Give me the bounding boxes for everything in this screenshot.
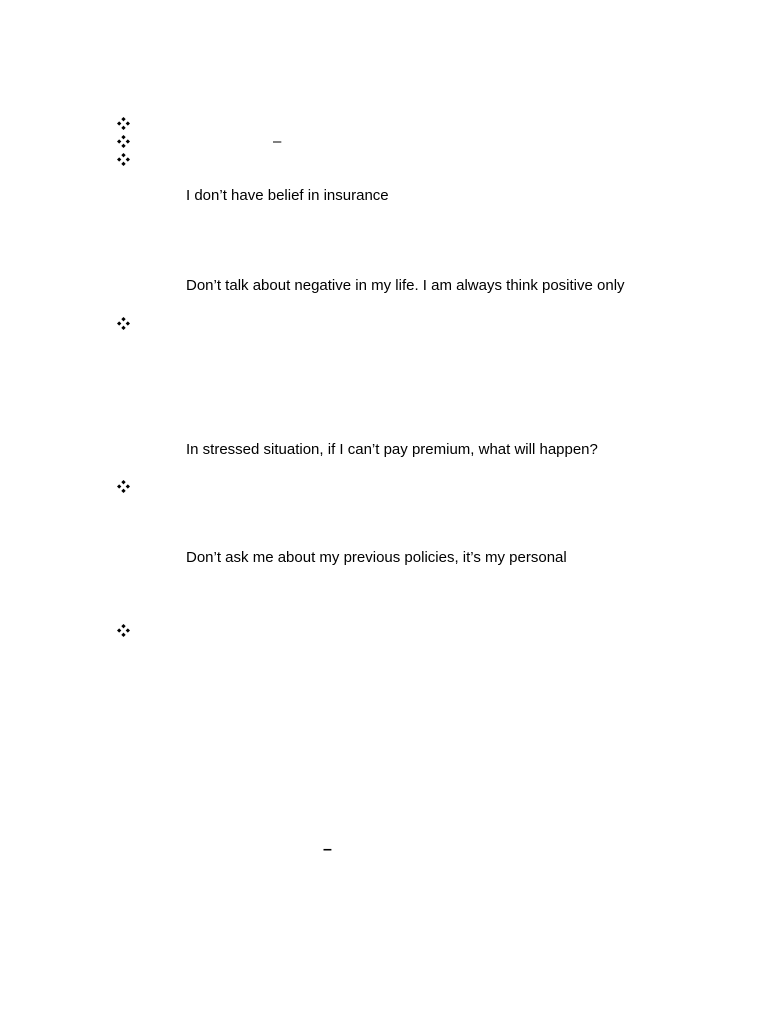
four-diamond-bullet-icon	[117, 317, 130, 330]
dash-mark-bottom: –	[323, 841, 332, 858]
four-diamond-bullet-icon	[117, 135, 130, 148]
objection-stressed: In stressed situation, if I can’t pay premium, what will happen?	[186, 441, 598, 458]
bullet-5	[115, 478, 131, 494]
bullet-3	[115, 151, 131, 167]
four-diamond-bullet-icon	[117, 153, 130, 166]
objection-previous: Don’t ask me about my previous policies, it’s my personal	[186, 549, 567, 566]
four-diamond-bullet-icon	[117, 480, 130, 493]
objection-belief: I don’t have belief in insurance	[186, 187, 389, 204]
bullet-2	[115, 133, 131, 149]
objection-negative: Don’t talk about negative in my life. I am always think positive only	[186, 277, 625, 294]
bullet-4	[115, 315, 131, 331]
four-diamond-bullet-icon	[117, 117, 130, 130]
dash-mark-top: –	[273, 133, 282, 150]
bullet-1	[115, 115, 131, 131]
bullet-6	[115, 622, 131, 638]
four-diamond-bullet-icon	[117, 624, 130, 637]
